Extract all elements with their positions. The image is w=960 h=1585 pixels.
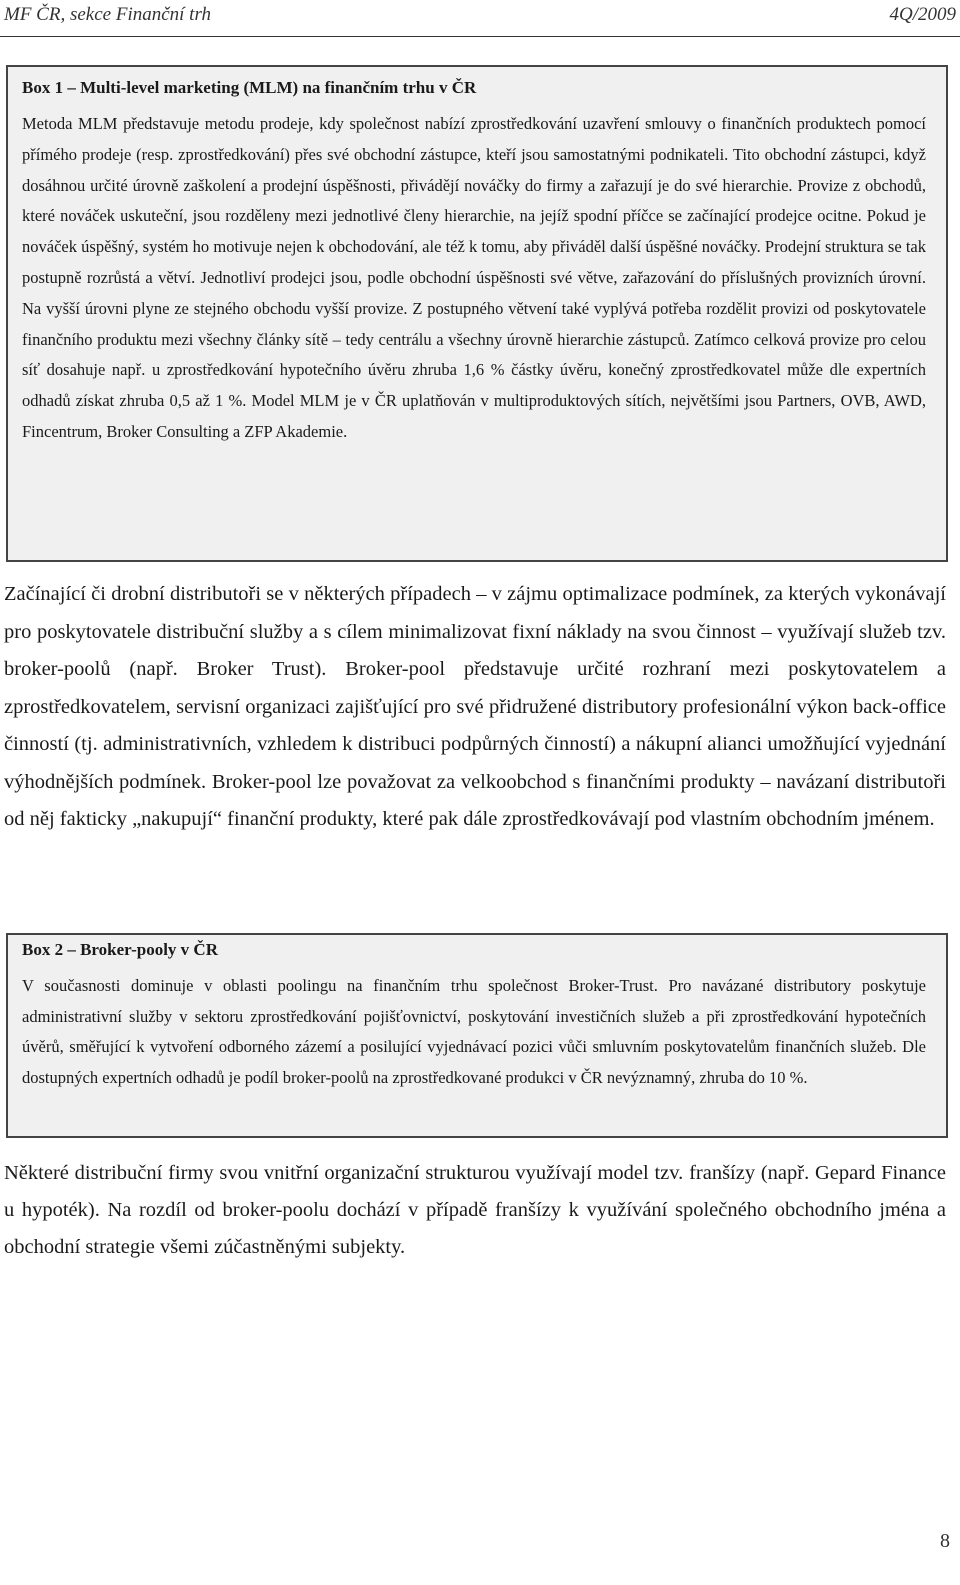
box-broker-pools xyxy=(6,933,948,1138)
header-period: 4Q/2009 xyxy=(889,4,956,25)
box-mlm-title: Box 1 – Multi-level marketing (MLM) na finančním trhu v ČR xyxy=(22,78,477,97)
paragraph-franchise: Některé distribuční firmy svou vnitřní organizační strukturou využívají model tzv. franšízy (např. Gepard Finance u hypoték). Na rozdíl od broker-poolu dochází v případě franšízy k využívání společného obchodního jména a obchodní strategie všemi zúčastněnými subjekty. xyxy=(4,1162,946,1258)
box-broker-pools-title: Box 2 – Broker-pooly v ČR xyxy=(22,940,218,959)
page-header xyxy=(0,0,960,32)
paragraph-broker-pool: Začínající či drobní distributoři se v některých případech – v zájmu optimalizace podmínek, za kterých vykonávají pro poskytovatele distribuční služby a s cílem minimalizovat fixní náklady na svou činnost – využívají služeb tzv. broker-poolů (např. Broker Trust). Broker-pool představuje určité rozhraní mezi poskytovatelem a zprostředkovatelem, servisní organizaci zajišťující pro své přidružené distributory profesionální výkon back-office činností (tj. administrativních, vzhledem k distribuci podpůrných činností) a nákupní alianci umožňující vyjednání výhodnějších podmínek. Broker-pool lze považovat za velkoobchod s finančními produkty – navázaní distributoři od něj fakticky „nakupují“ finanční produkty, které pak dále zprostředkovávají pod vlastním obchodním jménem. xyxy=(4,583,946,830)
box-mlm-text: Metoda MLM představuje metodu prodeje, kdy společnost nabízí zprostředkování uzavření smlouvy o finančních produktech pomocí přímého prodeje (resp. zprostředkování) přes své obchodní zástupce, kteří jsou samostatnými podnikateli. Tito obchodní zástupci, když dosáhnou určité úrovně zaškolení a prodejní úspěšnosti, přivádějí nováčky do firmy a zařazují je do své hierarchie. Provize z obchodů, které nováček uskuteční, jsou rozděleny mezi jednotlivé členy hierarchie, na jejíž spodní příčce se začínající prodejce ocitne. Pokud je nováček úspěšný, systém ho motivuje nejen k obchodování, ale též k tomu, aby přiváděl další úspěšné nováčky. Prodejní struktura se tak postupně rozrůstá a větví. Jednotliví prodejci jsou, podle obchodní úspěšnosti své větve, zařazování do příslušných provizních úrovní. Na vyšší úrovni plyne ze stejného obchodu vyšší provize. Z postupného větvení také vyplývá potřeba rozdělit provizi od poskytovatele finančního produktu mezi všechny články sítě – tedy centrálu a všechny úrovně hierarchie zástupců. Zatímco celková provize pro celou síť dosahuje např. u zprostředkování hypotečního úvěru zhruba 1,6 % částky úvěru, konečný zprostředkovatel může dle expertních odhadů získat zhruba 0,5 až 1 %. Model MLM je v ČR uplatňován v multiproduktových sítích, největšími jsou Partners, OVB, AWD, Fincentrum, Broker Consulting a ZFP Akademie. xyxy=(22,114,926,441)
header-publisher: MF ČR, sekce Finanční trh xyxy=(4,4,212,25)
header-rule xyxy=(0,36,960,37)
box-mlm xyxy=(6,65,948,562)
box-broker-pools-text: V současnosti dominuje v oblasti poolingu na finančním trhu společnost Broker-Trust. Pro navázané distributory poskytuje administrativní služby v sektoru zprostředkování pojišťovnictví, poskytování investičních služeb a při zprostředkování hypotečních úvěrů, směřující k vytvoření odborného zázemí a posilující vyjednávací pozici vůči smluvním poskytovatelům finančních služeb. Dle dostupných expertních odhadů je podíl broker-poolů na zprostředkované produkci v ČR nevýznamný, zhruba do 10 %. xyxy=(22,976,926,1087)
page-number: 8 xyxy=(940,1530,950,1552)
